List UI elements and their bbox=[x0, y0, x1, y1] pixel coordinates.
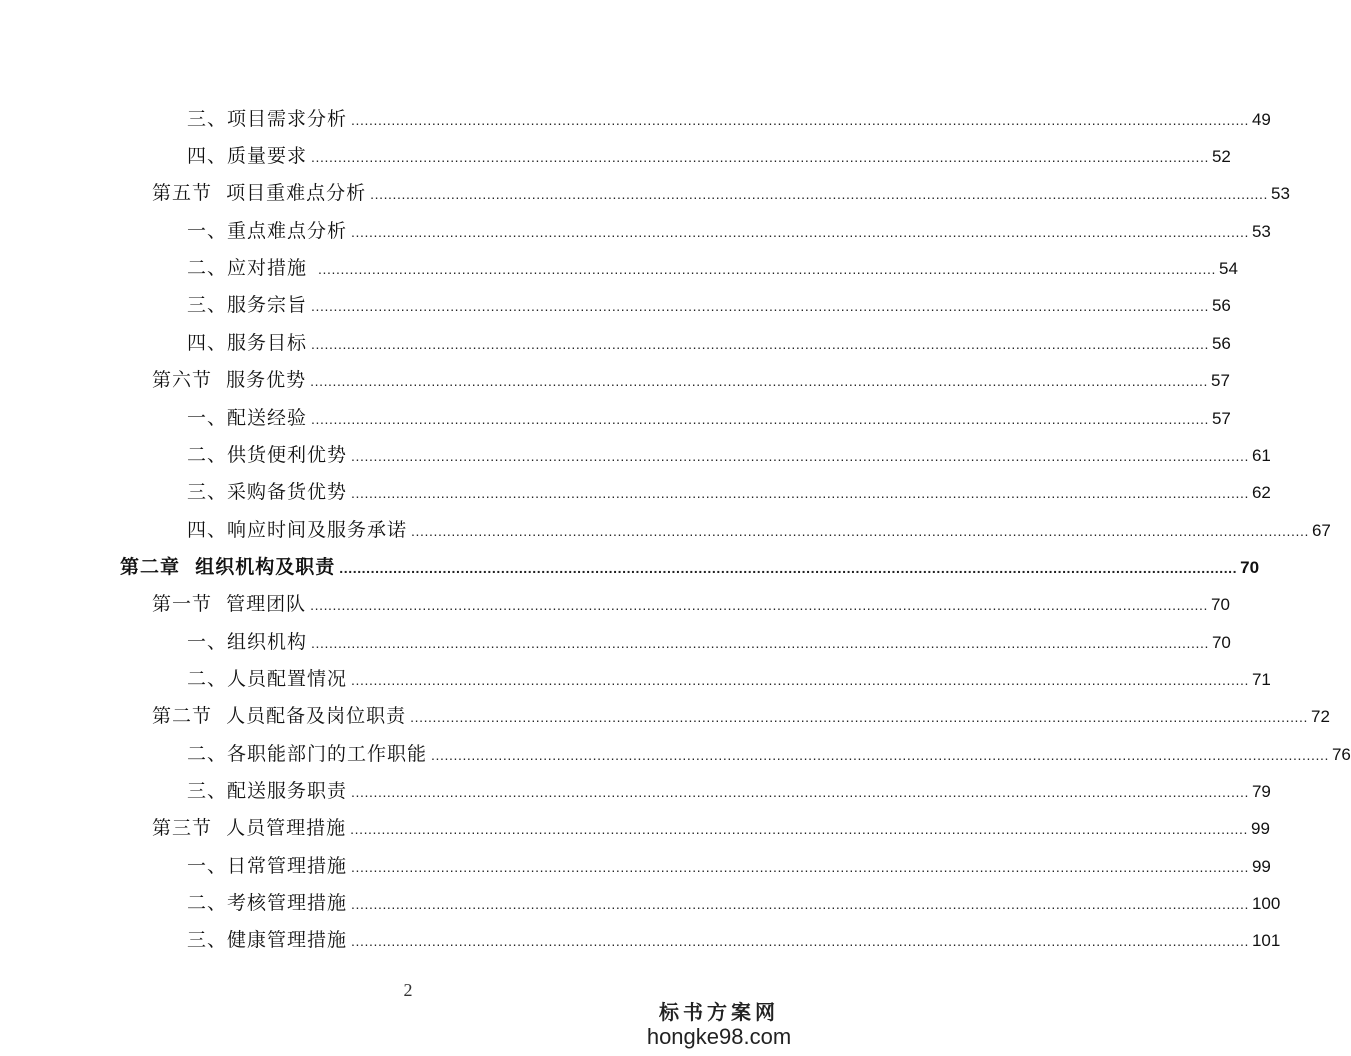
dot-leader: ........................................................................................................................................................................................................ bbox=[310, 597, 1209, 613]
toc-entry[interactable] bbox=[187, 216, 1271, 246]
toc-entry-page: 99 bbox=[1251, 819, 1270, 838]
toc-entry-label: 第五节 项目重难点分析 bbox=[152, 182, 367, 204]
toc-entry[interactable] bbox=[187, 515, 1331, 545]
toc-entry-page: 67 bbox=[1311, 521, 1331, 540]
dot-leader: ........................................................................................................................................................................................................ bbox=[351, 224, 1249, 240]
dot-leader: ........................................................................................................................................................................................................ bbox=[311, 149, 1209, 165]
toc-entry-page: 62 bbox=[1251, 483, 1271, 502]
toc-entry-chapter[interactable] bbox=[120, 552, 1260, 582]
toc-entry-page: 100 bbox=[1251, 894, 1281, 913]
toc-entry-label: 一、日常管理措施 bbox=[187, 855, 348, 877]
toc-entry[interactable] bbox=[187, 290, 1231, 320]
toc-entry-label: 一、配送经验 bbox=[187, 407, 308, 429]
dot-leader: ........................................................................................................................................................................................................ bbox=[311, 635, 1209, 651]
toc-entry[interactable] bbox=[187, 253, 1238, 283]
toc-entry-page: 70 bbox=[1240, 558, 1260, 577]
toc-entry-page: 49 bbox=[1251, 110, 1271, 129]
dot-leader: ........................................................................................................................................................................................................ bbox=[311, 411, 1209, 427]
toc-entry-label: 四、质量要求 bbox=[187, 145, 308, 167]
toc-entry-page: 57 bbox=[1211, 409, 1231, 428]
dot-leader: ........................................................................................................................................................................................................ bbox=[351, 933, 1249, 949]
toc-entry-label: 二、人员配置情况 bbox=[187, 668, 348, 690]
toc-entry[interactable] bbox=[187, 664, 1271, 694]
toc-entry-label: 三、项目需求分析 bbox=[187, 108, 348, 130]
toc-entry-page: 79 bbox=[1251, 782, 1271, 801]
toc-entry[interactable] bbox=[152, 813, 1270, 843]
toc-entry[interactable] bbox=[152, 701, 1330, 731]
toc-entry-label: 第二章 组织机构及职责 bbox=[120, 556, 336, 578]
toc-entry-label: 二、供货便利优势 bbox=[187, 444, 348, 466]
toc-entry[interactable] bbox=[187, 477, 1271, 507]
dot-leader: ........................................................................................................................................................................................................ bbox=[351, 448, 1249, 464]
toc-entry-page: 56 bbox=[1211, 296, 1231, 315]
toc-entry[interactable] bbox=[187, 925, 1281, 955]
toc-entry-page: 101 bbox=[1251, 931, 1281, 950]
toc-entry-label: 二、各职能部门的工作职能 bbox=[187, 743, 428, 765]
toc-entry[interactable] bbox=[187, 739, 1351, 769]
dot-leader: ........................................................................................................................................................................................................ bbox=[351, 859, 1249, 875]
dot-leader: ........................................................................................................................................................................................................ bbox=[351, 784, 1249, 800]
dot-leader: ........................................................................................................................................................................................................ bbox=[350, 821, 1249, 837]
dot-leader: ........................................................................................................................................................................................................ bbox=[351, 896, 1249, 912]
dot-leader: ........................................................................................................................................................................................................ bbox=[351, 672, 1249, 688]
toc-entry[interactable] bbox=[187, 888, 1281, 918]
toc-entry-page: 56 bbox=[1211, 334, 1231, 353]
toc-entry-label: 第六节 服务优势 bbox=[152, 369, 307, 391]
toc-entry-label: 四、响应时间及服务承诺 bbox=[187, 519, 408, 541]
toc-entry-page: 70 bbox=[1211, 633, 1231, 652]
toc-entry-page: 76 bbox=[1331, 745, 1351, 764]
toc-entry[interactable] bbox=[152, 178, 1290, 208]
toc-entry[interactable] bbox=[187, 776, 1271, 806]
dot-leader: ........................................................................................................................................................................................................ bbox=[431, 747, 1329, 763]
toc-entry[interactable] bbox=[187, 851, 1271, 881]
toc-entry-label: 三、采购备货优势 bbox=[187, 481, 348, 503]
toc-entry-page: 53 bbox=[1271, 184, 1290, 203]
page-number: 2 bbox=[403, 980, 413, 1000]
toc-entry-label: 四、服务目标 bbox=[187, 332, 308, 354]
toc-entry-page: 57 bbox=[1211, 371, 1230, 390]
dot-leader: ........................................................................................................................................................................................................ bbox=[318, 261, 1216, 277]
toc-entry-label: 三、服务宗旨 bbox=[187, 294, 308, 316]
toc-entry-label: 二、考核管理措施 bbox=[187, 892, 348, 914]
watermark-site-name: 标书方案网 bbox=[659, 1000, 779, 1024]
toc-entry-label: 一、组织机构 bbox=[187, 631, 308, 653]
dot-leader: ........................................................................................................................................................................................................ bbox=[310, 373, 1209, 389]
toc-entry[interactable] bbox=[187, 403, 1231, 433]
dot-leader: ........................................................................................................................................................................................................ bbox=[311, 298, 1209, 314]
toc-entry-label: 第二节 人员配备及岗位职责 bbox=[152, 705, 407, 727]
toc-entry[interactable] bbox=[187, 104, 1271, 134]
toc-entry-label: 三、配送服务职责 bbox=[187, 780, 348, 802]
watermark-logo bbox=[634, 1000, 804, 1050]
toc-entry[interactable] bbox=[152, 365, 1230, 395]
toc-entry[interactable] bbox=[187, 440, 1271, 470]
toc-entry[interactable] bbox=[152, 589, 1230, 619]
toc-entry-page: 99 bbox=[1251, 857, 1271, 876]
dot-leader: ........................................................................................................................................................................................................ bbox=[351, 112, 1249, 128]
dot-leader: ........................................................................................................................................................................................................ bbox=[370, 186, 1269, 202]
toc-entry-label: 三、健康管理措施 bbox=[187, 929, 348, 951]
dot-leader: ........................................................................................................................................................................................................ bbox=[311, 336, 1209, 352]
toc-entry[interactable] bbox=[187, 328, 1231, 358]
toc-entry-page: 54 bbox=[1218, 259, 1238, 278]
toc-entry[interactable] bbox=[187, 627, 1231, 657]
dot-leader: ........................................................................................................................................................................................................ bbox=[411, 523, 1309, 539]
toc-entry-page: 71 bbox=[1251, 670, 1271, 689]
watermark-url: hongke98.com bbox=[646, 1024, 792, 1049]
dot-leader: ........................................................................................................................................................................................................ bbox=[339, 560, 1238, 576]
toc-entry-label: 第三节 人员管理措施 bbox=[152, 817, 347, 839]
toc-entry-page: 72 bbox=[1311, 707, 1330, 726]
toc-entry-page: 61 bbox=[1251, 446, 1271, 465]
toc-entry-label: 第一节 管理团队 bbox=[152, 593, 307, 615]
dot-leader: ........................................................................................................................................................................................................ bbox=[410, 709, 1309, 725]
toc-entry-label: 二、应对措施 bbox=[187, 257, 315, 279]
toc-entry[interactable] bbox=[187, 141, 1231, 171]
dot-leader: ........................................................................................................................................................................................................ bbox=[351, 485, 1249, 501]
toc-entry-page: 53 bbox=[1251, 222, 1271, 241]
toc-entry-label: 一、重点难点分析 bbox=[187, 220, 348, 242]
toc-entry-page: 52 bbox=[1211, 147, 1231, 166]
toc-entry-page: 70 bbox=[1211, 595, 1230, 614]
